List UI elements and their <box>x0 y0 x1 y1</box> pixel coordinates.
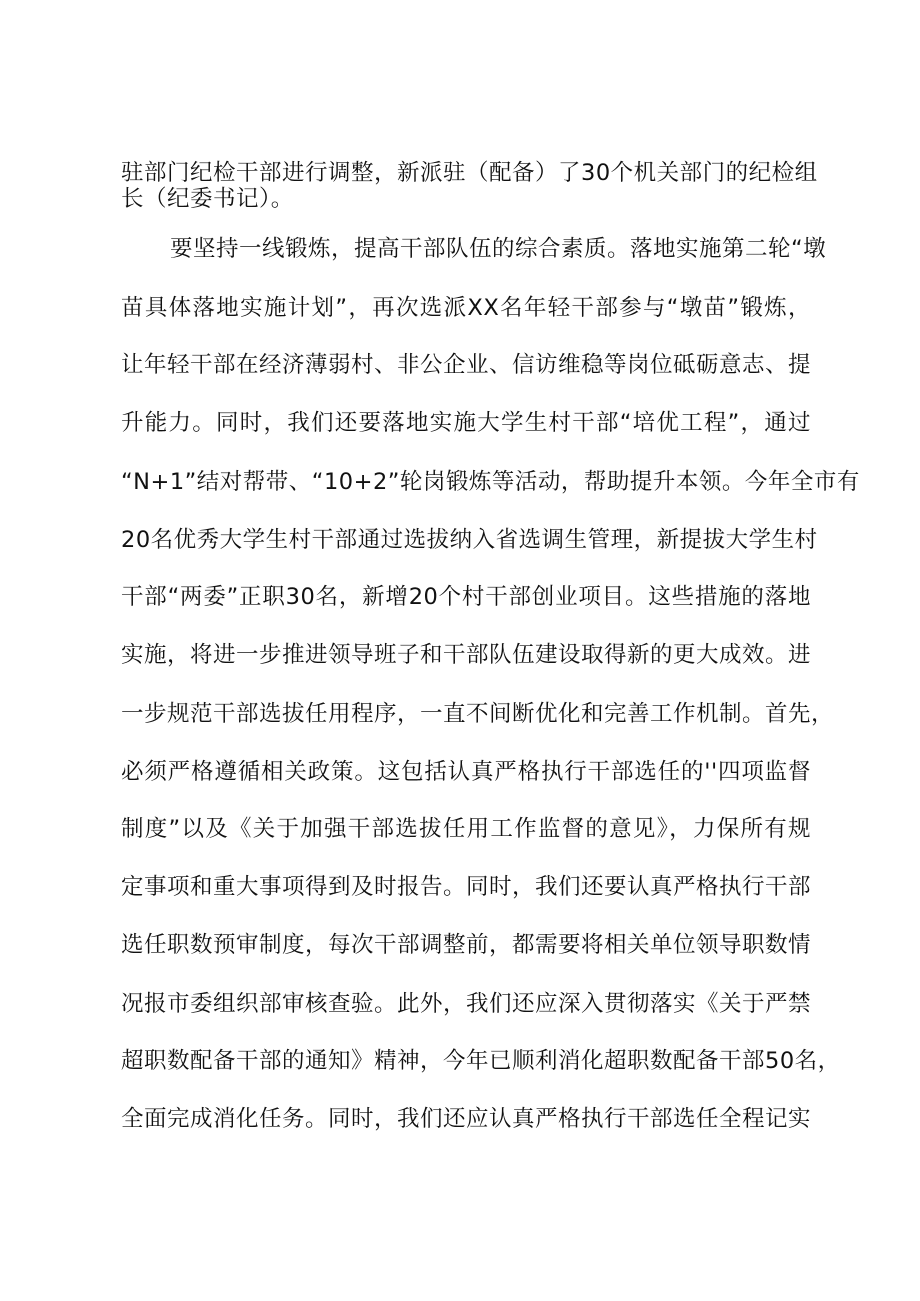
text-line: 全面完成消化任务。同时，我们还应认真严格执行干部选任全程记实 <box>121 1106 812 1132</box>
text-line: 超职数配备干部的通知》精神，今年已顺利消化超职数配备干部50名， <box>121 1048 841 1074</box>
text-line: 干部“两委”正职30名，新增20个村干部创业项目。这些措施的落地 <box>121 584 811 610</box>
text-line: 让年轻干部在经济薄弱村、非公企业、信访维稳等岗位砥砺意志、提 <box>121 352 812 378</box>
text-line: “N+1”结对帮带、“10+2”轮岗锻炼等活动，帮助提升本领。今年全市有 <box>121 469 860 495</box>
text-line: 选任职数预审制度，每次干部调整前，都需要将相关单位领导职数情 <box>121 932 812 958</box>
text-line: 升能力。同时，我们还要落地实施大学生村干部“培优工程”，通过 <box>121 410 811 436</box>
text-line: 定事项和重大事项得到及时报告。同时，我们还要认真严格执行干部 <box>121 874 812 900</box>
text-line: 一步规范干部选拔任用程序，一直不间断优化和完善工作机制。首先， <box>121 701 835 727</box>
text-line: 苗具体落地实施计划”，再次选派XX名年轻干部参与“墩苗”锻炼， <box>121 295 811 321</box>
text-line: 长（纪委书记）。 <box>121 186 294 212</box>
text-line: 驻部门纪检干部进行调整，新派驻（配备）了30个机关部门的纪检组 <box>121 160 818 186</box>
text-line: 必须严格遵循相关政策。这包括认真严格执行干部选任的''四项监督 <box>121 759 811 785</box>
text-line: 要坚持一线锻炼，提高干部队伍的综合素质。落地实施第二轮“墩 <box>170 236 827 262</box>
text-line: 制度”以及《关于加强干部选拔任用工作监督的意见》，力保所有规 <box>121 816 811 842</box>
text-line: 20名优秀大学生村干部通过选拔纳入省选调生管理，新提拔大学生村 <box>121 527 818 553</box>
text-line: 况报市委组织部审核查验。此外，我们还应深入贯彻落实《关于严禁 <box>121 991 812 1017</box>
text-line: 实施，将进一步推进领导班子和干部队伍建设取得新的更大成效。进 <box>121 642 812 668</box>
